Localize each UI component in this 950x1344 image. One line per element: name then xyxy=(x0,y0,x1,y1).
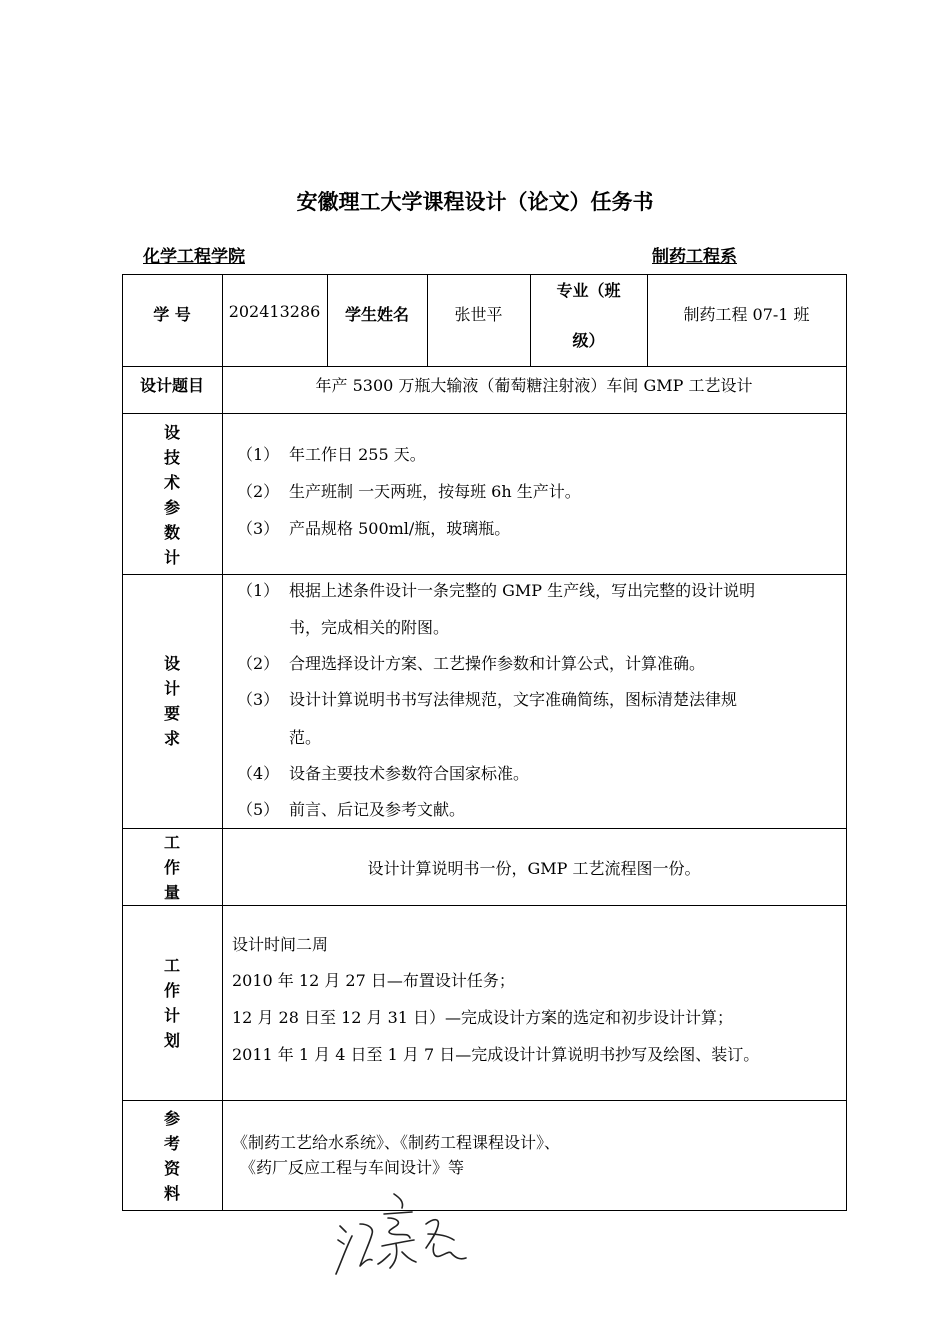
label-char: 计 xyxy=(163,548,180,567)
item-text: 产品规格 500ml/瓶，玻璃瓶。 xyxy=(289,519,511,538)
label-char: 料 xyxy=(163,1184,180,1203)
row-divider xyxy=(122,413,847,414)
row-divider xyxy=(122,574,847,575)
label-char: 技 xyxy=(163,448,180,467)
list-item xyxy=(237,651,705,674)
label-column-divider xyxy=(222,274,223,1211)
student-name-label: 学生姓名 xyxy=(344,305,409,324)
label-char: 术 xyxy=(163,473,180,492)
major-value: 制药工程 07-1 班 xyxy=(683,305,810,324)
school-name: 化学工程学院 xyxy=(143,247,245,267)
label-char: 设 xyxy=(163,423,180,442)
plan-line: 设计时间二周 xyxy=(232,935,329,954)
row-divider xyxy=(122,828,847,829)
workload-label xyxy=(122,830,222,904)
table-border-top xyxy=(122,274,847,275)
plan-line: 2011 年 1 月 4 日至 1 月 7 日—完成设计计算说明书抄写及绘图、装订。 xyxy=(232,1045,760,1064)
item-number: （1） xyxy=(237,445,280,464)
list-item xyxy=(237,797,465,820)
reference-line: 《药厂反应工程与车间设计》等 xyxy=(240,1158,465,1177)
list-item xyxy=(237,442,426,465)
label-char: 计 xyxy=(163,1005,180,1025)
label-char: 资 xyxy=(163,1159,180,1178)
topic-label: 设计题目 xyxy=(139,376,204,395)
plan-line: 2010 年 12 月 27 日—布置设计任务； xyxy=(232,971,515,990)
label-char: 数 xyxy=(163,523,180,542)
row-divider xyxy=(122,366,847,367)
topic-value: 年产 5300 万瓶大输液（葡萄糖注射液）车间 GMP 工艺设计 xyxy=(315,376,753,395)
item-text: 生产班制 一天两班，按每班 6h 生产计。 xyxy=(289,482,581,501)
item-number: （1） xyxy=(237,581,280,600)
params-label xyxy=(122,421,222,569)
item-number: （3） xyxy=(237,519,280,538)
list-item xyxy=(237,479,581,502)
student-id-label: 学 号 xyxy=(153,305,191,324)
workload-value: 设计计算说明书一份，GMP 工艺流程图一份。 xyxy=(367,859,701,878)
item-number: （4） xyxy=(237,764,280,783)
list-item xyxy=(237,578,755,601)
item-text-continued: 书，完成相关的附图。 xyxy=(289,618,450,637)
label-char: 求 xyxy=(163,729,180,748)
document-title: 安徽理工大学课程设计（论文）任务书 xyxy=(296,190,654,214)
item-number: （5） xyxy=(237,800,280,819)
plan-label xyxy=(122,905,222,1100)
item-text: 前言、后记及参考文献。 xyxy=(289,800,466,819)
requirements-label xyxy=(122,574,222,828)
table-border-bottom xyxy=(122,1210,847,1211)
label-char: 参 xyxy=(163,498,180,517)
handwritten-signature xyxy=(330,1188,470,1288)
item-number: （2） xyxy=(237,654,280,673)
row-divider xyxy=(122,1100,847,1101)
label-char: 参 xyxy=(163,1109,180,1128)
item-number: （2） xyxy=(237,482,280,501)
item-text: 年工作日 255 天。 xyxy=(289,445,426,464)
list-item xyxy=(237,761,529,784)
label-char: 要 xyxy=(163,704,180,723)
label-char: 考 xyxy=(163,1134,180,1153)
label-char: 作 xyxy=(163,980,180,1000)
item-text-continued: 范。 xyxy=(289,728,322,747)
reference-line: 《制药工艺给水系统》、《制药工程课程设计》、 xyxy=(232,1133,561,1152)
student-name-value: 张世平 xyxy=(454,305,503,324)
label-char: 作 xyxy=(163,857,180,877)
student-id-value: 202413286 xyxy=(228,302,321,321)
references-label xyxy=(122,1102,222,1210)
item-text: 合理选择设计方案、工艺操作参数和计算公式，计算准确。 xyxy=(289,654,706,673)
row-divider xyxy=(122,905,847,906)
department-name: 制药工程系 xyxy=(652,247,737,267)
list-item xyxy=(237,516,510,539)
label-char: 工 xyxy=(163,955,180,975)
item-number: （3） xyxy=(237,690,280,709)
label-char: 工 xyxy=(163,832,180,852)
plan-line: 12 月 28 日至 12 月 31 日）—完成设计方案的选定和初步设计计算； xyxy=(232,1008,734,1027)
major-label-line1: 专业（班 xyxy=(556,281,621,300)
label-char: 划 xyxy=(163,1030,180,1050)
label-char: 计 xyxy=(163,679,180,698)
item-text: 根据上述条件设计一条完整的 GMP 生产线，写出完整的设计说明 xyxy=(289,581,756,600)
task-table xyxy=(122,274,847,1211)
item-text: 设计计算说明书书写法律规范，文字准确简练，图标清楚法律规 xyxy=(289,690,738,709)
list-item xyxy=(237,687,737,710)
table-border-right xyxy=(846,274,847,1211)
label-char: 量 xyxy=(163,882,180,902)
item-text: 设备主要技术参数符合国家标准。 xyxy=(289,764,530,783)
major-label-line2: 级） xyxy=(572,331,605,350)
label-char: 设 xyxy=(163,654,180,673)
